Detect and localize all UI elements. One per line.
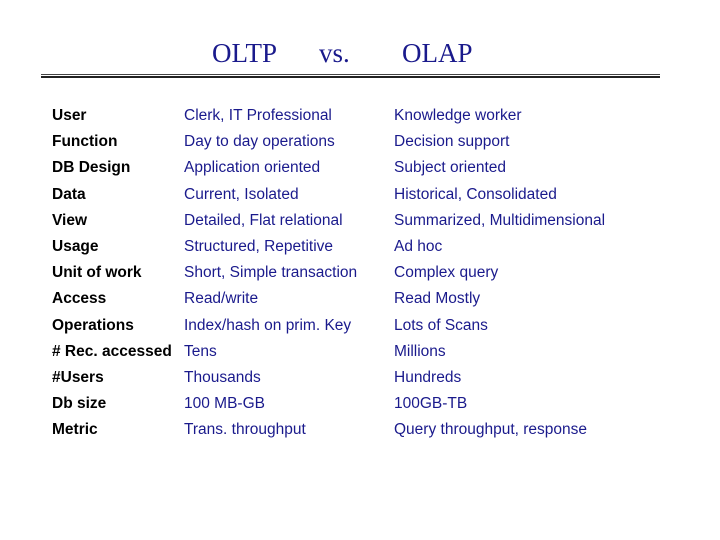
title-vs: vs. bbox=[319, 38, 350, 68]
slide-title bbox=[0, 38, 720, 72]
olap-value: Summarized, Multidimensional bbox=[394, 211, 606, 229]
oltp-value: Short, Simple transaction bbox=[184, 264, 358, 282]
table-row bbox=[52, 182, 672, 208]
olap-value: 100GB-TB bbox=[394, 395, 468, 413]
title-divider bbox=[41, 74, 660, 78]
table-row bbox=[52, 339, 672, 365]
olap-value: Read Mostly bbox=[394, 290, 481, 308]
row-label: Usage bbox=[52, 237, 99, 255]
row-label: Db size bbox=[52, 395, 107, 413]
oltp-value: Trans. throughput bbox=[184, 421, 306, 439]
oltp-value: Clerk, IT Professional bbox=[184, 107, 332, 124]
table-row bbox=[52, 365, 672, 391]
row-label: Data bbox=[52, 185, 86, 203]
oltp-value: Tens bbox=[184, 342, 217, 360]
olap-value: Subject oriented bbox=[394, 159, 507, 177]
row-label: View bbox=[52, 211, 88, 229]
oltp-value: Current, Isolated bbox=[184, 185, 299, 203]
title-olap: OLAP bbox=[402, 38, 473, 68]
table-row bbox=[52, 417, 672, 443]
row-label: Access bbox=[52, 290, 107, 308]
oltp-value: Structured, Repetitive bbox=[184, 237, 334, 255]
table-row bbox=[52, 208, 672, 234]
olap-value: Complex query bbox=[394, 264, 499, 282]
oltp-value: Day to day operations bbox=[184, 133, 335, 151]
table-row bbox=[52, 260, 672, 286]
row-label: User bbox=[52, 107, 87, 124]
table-row bbox=[52, 286, 672, 312]
oltp-value: Application oriented bbox=[184, 159, 321, 177]
olap-value: Knowledge worker bbox=[394, 107, 522, 124]
table-row bbox=[52, 313, 672, 339]
oltp-value: 100 MB-GB bbox=[184, 395, 265, 413]
olap-value: Millions bbox=[394, 342, 446, 360]
oltp-value: Thousands bbox=[184, 368, 261, 386]
row-label: Function bbox=[52, 133, 118, 151]
row-label: DB Design bbox=[52, 159, 131, 177]
oltp-value: Read/write bbox=[184, 290, 259, 308]
oltp-value: Detailed, Flat relational bbox=[184, 211, 343, 229]
olap-value: Query throughput, response bbox=[394, 421, 588, 439]
oltp-value: Index/hash on prim. Key bbox=[184, 316, 352, 334]
olap-value: Ad hoc bbox=[394, 237, 443, 255]
table-row bbox=[52, 391, 672, 417]
row-label: Metric bbox=[52, 421, 98, 439]
table-row bbox=[52, 103, 672, 129]
row-label: Unit of work bbox=[52, 264, 142, 282]
olap-value: Hundreds bbox=[394, 368, 462, 386]
row-label: Operations bbox=[52, 316, 134, 334]
olap-value: Lots of Scans bbox=[394, 316, 488, 334]
olap-value: Decision support bbox=[394, 133, 510, 151]
table-row bbox=[52, 155, 672, 181]
title-oltp: OLTP bbox=[212, 38, 278, 68]
comparison-table bbox=[52, 103, 672, 443]
row-label: #Users bbox=[52, 368, 104, 386]
table-row bbox=[52, 129, 672, 155]
table-row bbox=[52, 234, 672, 260]
row-label: # Rec. accessed bbox=[52, 342, 172, 360]
olap-value: Historical, Consolidated bbox=[394, 185, 557, 203]
